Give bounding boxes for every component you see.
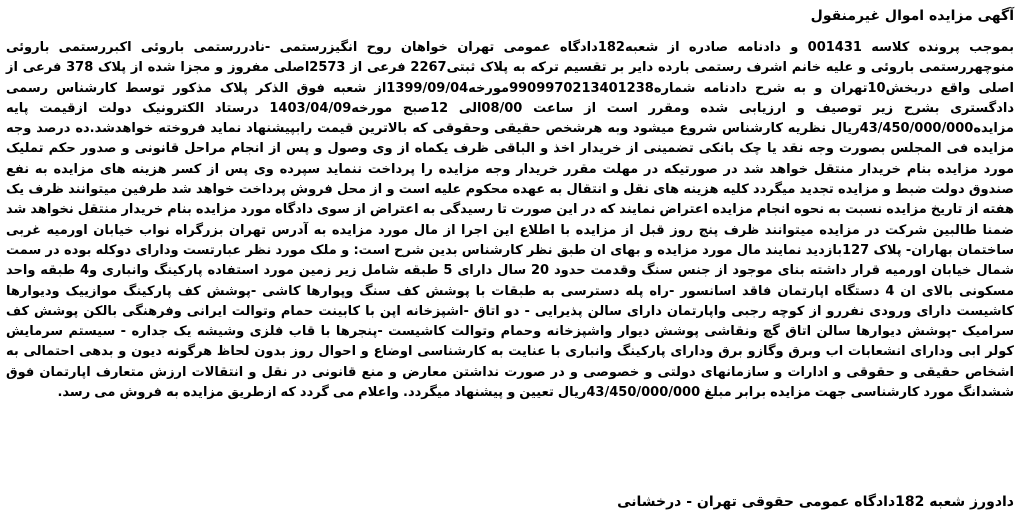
notice-title: آگهی مزایده اموال غیرمنقول: [810, 8, 1014, 24]
notice-body: بموجب پرونده کلاسه 001431 و دادنامه صادره از شعبه182دادگاه عمومی تهران خواهان روح انگیزرستمی -نادررستمی باروئی اکبررستمی باروئی منوچهررستمی باروئی و علیه خانم اشرف رستمی بارده دایر بر تقسیم ترکه به پلاک ثبتی2267 فرعی از 2573اصلی مفروز و مجزا شده از پلاک 378 فرعی از اصلی واقع دربخش10تهران و به شرح دادنامه شماره9909970213401238مورخه1399/09/04از شعبه فوق الذکر پلاک مذکور توسط کارشناس رسمی دادگستری بشرح زیر توصیف و ارزیابی شده ومقرر است از ساعت 08/00الی 12صبح مورخه1403/04/09 درستاد الکترونیک دولت ازقیمت پایه مزایده43/450/000/000ریال نظریه کارشناس شروع میشود وبه هرشخص حقیقی وحقوقی که بالاترین قیمت رابپیشنهاد نماید فروخته خواهدشد.ده درصد وجه مزایده فی المجلس بصورت وجه نقد یا چک بانکی تضمینی از خریدار اخذ و الباقی ظرف یکماه از وی وصول و پس از انجام مراحل قانونی و صدور حکم تملیک مورد مزایده بنام خریدار منتقل خواهد شد در صورتیکه در مهلت مقرر خریدار وجه مزایده را پرداخت ننماید سپرده وی پس از کسر هزینه های مزایده به نفع صندوق دولت ضبط و مزایده تجدید میگردد کلیه هزینه های نقل و انتقال به عهده محکوم علیه است و از محل فروش پرداخت خواهد شد طرفین میتوانند ظرف یک هفته از تاریخ مزایده نسبت به نحوه انجام مزایده اعتراض نمایند که در این صورت تا رسیدگی به اعتراض از سوی دادگاه مورد مزایده بنام خریدار منتقل نخواهد شد ضمنا طالبین شرکت در مزایده میتوانند ظرف پنج روز قبل از مزایده با اطلاع این اجرا از مال مورد مزایده به آدرس تهران بزرگراه نواب خیابان اورمیه غربی ساختمان بهاران- پلاک 127بازدید نمایند مال مورد مزایده و بهای ان طبق نظر کارشناس بدین شرح است: و ملک مورد نظر عبارتست ودارای دوکله بوده در سمت شمال خیابان اورمیه قرار داشته بنای موجود از جنس سنگ وقدمت حدود 20 سال دارای 5 طبقه شامل زیر زمین مورد استفاده پارکینگ وانباری و4 طبقه واحد مسکونی بالای ان 4 دستگاه اپارتمان فاقد اسانسور -راه پله دسترسی به طبقات با پوشش کف سنگ وپوارها کاشی -پوشش کف پارکینگ موازییک ودیوارها کاشیست دارای ورودی نفررو از کوچه رجبی واپارتمان دارای سالن پذیرایی - دو اتاق -اشپزخانه اپن با کابینت حمام وتوالت ایرانی وفرهنگی بالکن پوشش کف سرامیک -پوشش دیوارها سالن اتاق گچ ونقاشی پوشش دیوار واشپزخانه وحمام وتوالت کاشیست -پنجرها با قاب فلزی وشیشه یک جداره - سیستم سرمایش کولر ابی ودارای انشعابات اب وبرق وگازو برق ودارای پارکینگ وانباری با عنایت به کارشناسی اوضاع و احوال روز بدون لحاظ هرگونه دیون و بدهی احتمالی به اشخاص حقیقی و حقوقی و ادارات و سازمانهای دولتی و خصوصی و در صورت نداشتن معارض و منع قانونی در نقل و انتقالات ارزش متعارف اپارتمان فوق ششدانگ مورد کارشناسی جهت مزایده برابر مبلغ 43/450/000/000ریال تعیین و پیشنهاد میگردد. واعلام می گردد که ازطریق مزایده به فروش می رسد.: [6, 40, 1015, 401]
auction-notice: [4, 0, 1018, 527]
notice-signature: دادورز شعبه 182دادگاه عمومی حقوقی تهران - درخشانی: [617, 494, 1014, 510]
